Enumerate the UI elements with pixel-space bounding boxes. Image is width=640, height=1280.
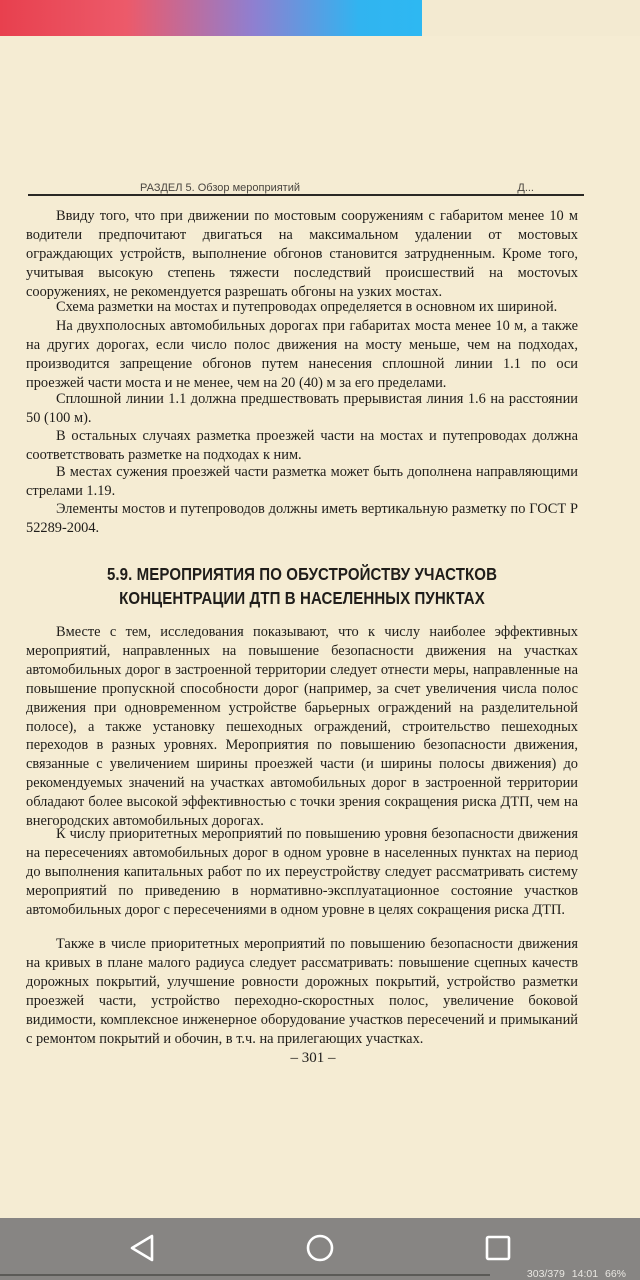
paragraph: К числу приоритетных мероприятий по повышению уровня безопасности движения на пересечениях автомобильных дорог в одном уровне в населенных пунктах на период до выполнения капитальных работ по их переустройству следует рассматривать систему мероприятий по приведению в нормативно-эксплуатационное состояние участков автомобильных дорог с пересечениями в одном уровне в целях сокращения риска ДТП. (26, 826, 578, 918)
reader-status-strip (523, 1268, 626, 1280)
square-recent-icon (484, 1234, 512, 1262)
reading-progress-bar (0, 0, 422, 36)
clock: 14:01 (571, 1268, 599, 1280)
paragraph: В остальных случаях разметка проезжей части на мостах и путепроводах должна соответствовать разметке на подходах к ним. (26, 428, 578, 463)
paragraph: Ввиду того, что при движении по мостовым сооружениям с габаритом менее 10 м водители предпочитают двигаться на максимальном удалении от мостовых ограждающих устройств, выполнение обгонов становится затрудненным. Кроме того, учитывая высокую степень тяжести последствий происшествий на мостоvых сооружениях, не рекомендуется разрешать обгоны на узких мостах. (26, 208, 578, 300)
paragraph: В местах сужения проезжей части разметка может быть дополнена направляющими стрелами 1.19. (26, 464, 578, 499)
header-rule (28, 194, 584, 196)
paragraph: Схема разметки на мостах и путепроводах определяется в основном их шириной. (56, 299, 558, 315)
paragraph: Элементы мостов и путепроводов должны иметь вертикальную разметку по ГОСТ Р 52289-2004. (26, 501, 578, 536)
battery-percent: 66% (604, 1268, 626, 1280)
paragraph: Также в числе приоритетных мероприятий по повышению безопасности движения на кривых в плане малого радиуса следует рассматривать: повышение сцепных качеств дорожных покрытий, улучшение ровности дорожных покрытий, устройство разметки проезжей части, устройство переходно-скоростных полос, увеличение боковой видимости, комплексное инженерное оборудование участков пересечений и примыканий с ремонтом покрытий и обочин, в т.ч. на прилегающих участках. (26, 936, 578, 1047)
paragraph: Сплошной линии 1.1 должна предшествовать прерывистая линия 1.6 на расстоянии 50 (100 м). (26, 391, 578, 426)
running-header-right: Д... (517, 182, 534, 194)
triangle-back-icon (128, 1233, 156, 1263)
section-title-line: КОНЦЕНТРАЦИИ ДТП В НАСЕЛЕННЫХ ПУНКТАХ (119, 588, 485, 608)
section-title (65, 562, 540, 610)
reader-progress-line (0, 1274, 490, 1276)
page-number: – 301 – (290, 1050, 336, 1066)
section-title-line: 5.9. МЕРОПРИЯТИЯ ПО ОБУСТРОЙСТВУ УЧАСТКОВ (106, 564, 498, 584)
recent-apps-button[interactable] (476, 1228, 520, 1268)
circle-home-icon (305, 1233, 335, 1263)
back-button[interactable] (120, 1228, 164, 1268)
running-header-left: РАЗДЕЛ 5. Обзор мероприятий (140, 182, 300, 194)
page-counter: 303/379 (526, 1268, 565, 1280)
paragraph: Вместе с тем, исследования показывают, что к числу наиболее эффективных мероприятий, направленных на повышение безопасности движения на участках автомобильных дорог в застроенной территории следует отнести меры, направленные на повышение пропускной способности дорог (например, за счет увеличения числа полос движения при одновременном устройстве барьерных ограждений на разделительной полосе), а также установку пешеходных ограждений, строительство пешеходных переходов в разных уровнях. Мероприятия по повышению безопасности движения, связанные с увеличением ширины проезжей части (и ширины полосы движения) до рекомендуемых значений на участках автомобильных дорог в застроенной территории обладают более высокой эффективностью с точки зрения сокращения риска ДТП, чем на внегородских автомобильных дорогах. (26, 624, 578, 830)
system-navigation-bar (0, 1218, 640, 1280)
home-button[interactable] (298, 1228, 342, 1268)
paragraph: На двухполосных автомобильных дорогах при габаритах моста менее 10 м, а также на других дорогах, если число полос движения на мосту меньше, чем на подходах, производится запрещение обгонов путем нанесения сплошной линии 1.1 по оси проезжей части моста и не менее, чем на 20 (40) м за его пределами. (26, 318, 578, 391)
